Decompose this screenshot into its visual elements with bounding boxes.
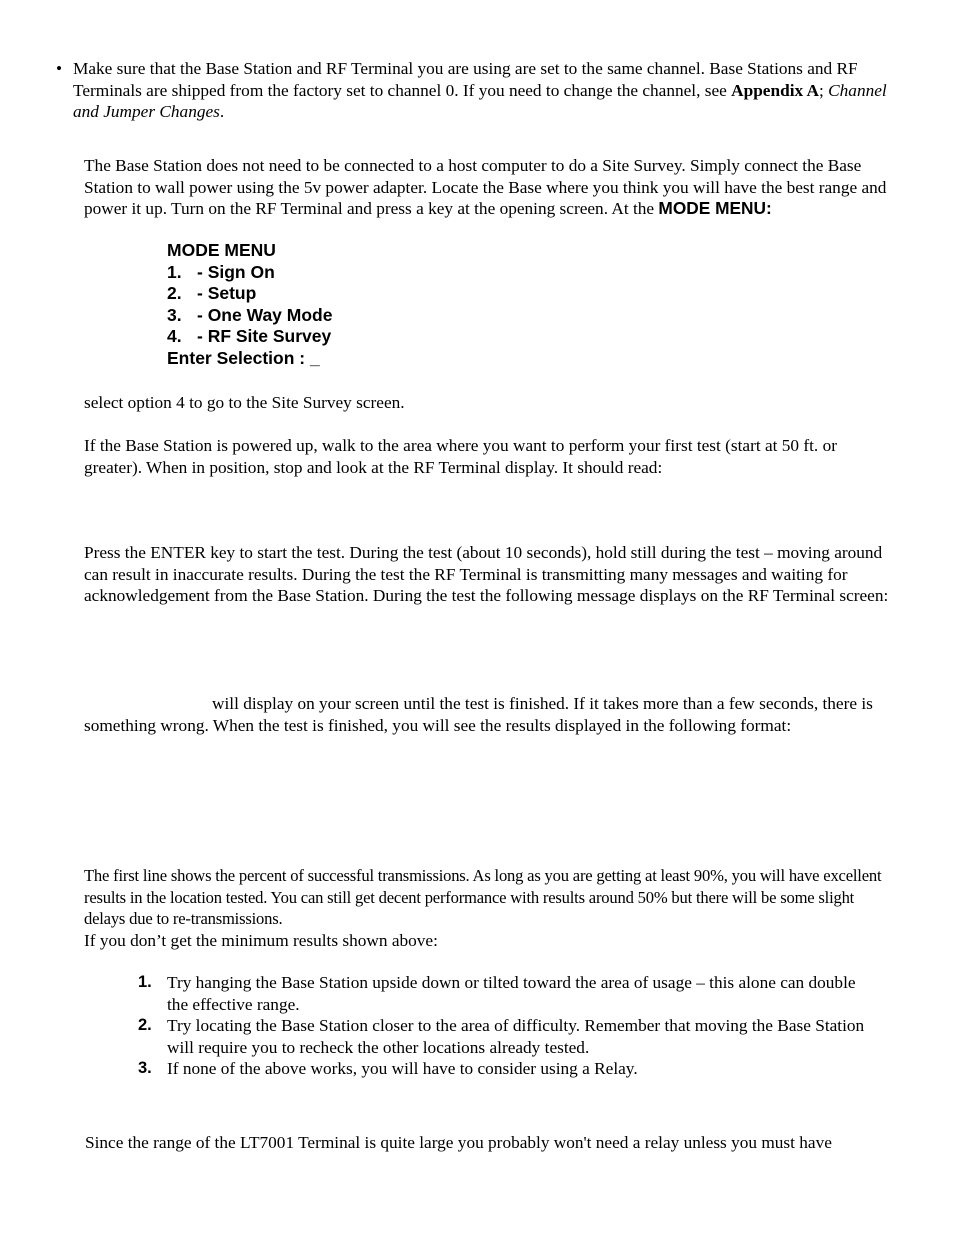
bullet-period: . bbox=[219, 102, 225, 121]
step-number: 2. bbox=[138, 1016, 152, 1034]
base-station-text: The Base Station does not need to be connected to a host computer to do a Site Survey. Simply connect the Base Station to wall power using the 5v power adapter. Locate the Base where you think you will have the best range and power it up. Turn on the RF Terminal and press a key at the opening screen. At the bbox=[84, 156, 887, 218]
bullet-marker: • bbox=[56, 59, 63, 78]
mode-menu-block bbox=[167, 240, 332, 369]
mode-menu-item bbox=[167, 305, 332, 327]
appendix-semicolon: ; bbox=[819, 80, 824, 100]
step-number: 3. bbox=[138, 1059, 152, 1077]
bullet-paragraph bbox=[73, 58, 898, 123]
mode-menu-ref: MODE MENU: bbox=[658, 198, 772, 218]
menu-item-number: 1. bbox=[167, 261, 182, 282]
step-number: 1. bbox=[138, 973, 152, 991]
menu-item-number: 3. bbox=[167, 304, 182, 325]
channel-ref: Channel and Jumper Changes bbox=[73, 80, 887, 121]
mode-menu-prompt: Enter Selection : _ bbox=[167, 347, 320, 368]
steps-list bbox=[138, 972, 878, 1080]
if-not-paragraph: If you don’t get the minimum results shown above: bbox=[84, 931, 438, 950]
since-paragraph: Since the range of the LT7001 Terminal is quite large you probably won't need a relay unless you must have bbox=[85, 1133, 832, 1152]
mode-menu-item bbox=[167, 326, 332, 348]
list-item bbox=[138, 1015, 878, 1058]
mode-menu-title: MODE MENU bbox=[167, 240, 276, 260]
appendix-ref: Appendix A bbox=[731, 80, 819, 100]
menu-item-number: 4. bbox=[167, 326, 182, 346]
menu-item-number: 2. bbox=[167, 283, 182, 303]
menu-item-label: - RF Site Survey bbox=[197, 326, 332, 346]
menu-item-label: - Setup bbox=[197, 283, 257, 303]
step-text: If none of the above works, you will have to consider using a Relay. bbox=[167, 1059, 638, 1078]
base-station-paragraph bbox=[84, 155, 894, 220]
list-item bbox=[138, 972, 878, 1015]
step-text: Try locating the Base Station closer to the area of difficulty. Remember that moving the Base Station will require you to recheck the other locations already tested. bbox=[167, 1016, 865, 1057]
bullet-text: Make sure that the Base Station and RF Terminal you are using are set to the same channel. Base Stations and RF Terminals are shipped from the factory set to channel 0. If you need to change the channel, see bbox=[73, 59, 858, 100]
mode-menu-item bbox=[167, 262, 332, 284]
walk-paragraph: If the Base Station is powered up, walk to the area where you want to perform your first test (start at 50 ft. or greater). When in position, stop and look at the RF Terminal display. It should read: bbox=[84, 436, 837, 477]
mode-menu-item bbox=[167, 283, 332, 305]
select-paragraph: select option 4 to go to the Site Survey screen. bbox=[84, 393, 405, 412]
first-line-paragraph: The first line shows the percent of successful transmissions. As long as you are getting at least 90%, you will have excellent results in the location tested. You can still get decent performance with results around 50% but there will be some slight delays due to re-transmissions. bbox=[84, 866, 882, 928]
menu-item-label: - One Way Mode bbox=[197, 304, 333, 325]
step-text: Try hanging the Base Station upside down or tilted toward the area of usage – this alone can double the effective range. bbox=[167, 973, 856, 1014]
menu-item-label: - Sign On bbox=[197, 261, 275, 282]
list-item bbox=[138, 1058, 878, 1080]
enter-paragraph: Press the ENTER key to start the test. During the test (about 10 seconds), hold still during the test – moving around can result in inaccurate results. During the test the RF Terminal is transmitting many messages and waiting for acknowledgement from the Base Station. During the test the following message displays on the RF Terminal screen: bbox=[84, 543, 889, 605]
display-paragraph: will display on your screen until the test is finished. If it takes more than a few seconds, there is something wrong. When the test is finished, you will see the results displayed in the following format: bbox=[84, 694, 873, 735]
